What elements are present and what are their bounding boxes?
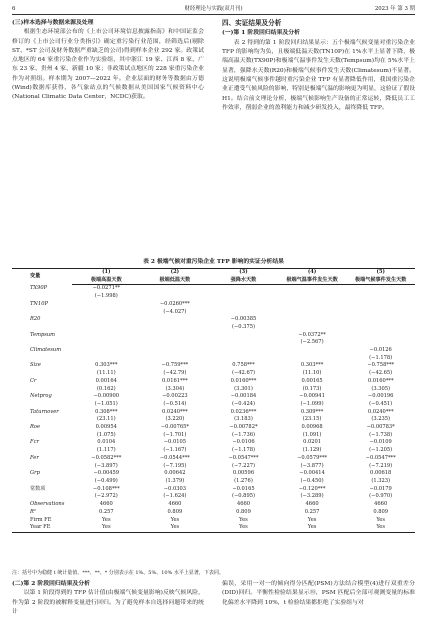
table-cell: −0.00765* <box>160 424 189 431</box>
table-cell: −0.0109 <box>369 439 392 446</box>
row-label: Observations <box>30 501 65 508</box>
table-row <box>12 447 415 455</box>
row-label <box>12 447 72 455</box>
table-header-col-3: (3) <box>209 269 278 277</box>
row-label <box>12 416 72 424</box>
table-cell: (−0.499) <box>94 477 118 484</box>
table-cell <box>278 285 347 293</box>
table-cell <box>278 301 347 309</box>
table-cell: (−42.67) <box>231 370 255 377</box>
section-heading-results: 四、实证结果及分析 <box>222 19 282 27</box>
table-cell: 0.00618 <box>370 470 392 477</box>
table-cell: 0.257 <box>304 508 320 515</box>
paragraph-stage2-continued: 偏误，采用一对一的倾向得分匹配(PSM)方法结合模型(4)进行双重差分(DID)回归。平衡性检验结果显示⑩，PSM 匹配后全部可观测变量的标准化偏差水平降到 10%，t 检验结果都拒绝了实验组与对 <box>222 581 415 606</box>
table-cell <box>346 339 415 347</box>
table-cell <box>72 339 141 347</box>
table-row <box>12 517 415 525</box>
table-row <box>12 309 415 317</box>
table-header-col-2: (2) <box>141 269 210 277</box>
table-cell: Yes <box>209 524 278 532</box>
table-cell: (1.129) <box>302 447 322 454</box>
table-cell: 0.00164 <box>95 377 117 384</box>
table-cell: 0.809 <box>373 508 389 515</box>
table-cell: (−1.178) <box>231 447 255 454</box>
row-label <box>12 493 72 501</box>
table-cell: −0.00385 <box>230 316 257 323</box>
table-cell: (23.15) <box>302 416 322 423</box>
row-label <box>12 324 72 332</box>
table-cell <box>209 355 278 363</box>
table-row <box>12 378 415 386</box>
table-cell: 4660 <box>99 501 113 508</box>
table-cell: −0.0303 <box>163 485 187 492</box>
table-cell <box>346 316 415 324</box>
table-cell: (−1.099) <box>300 400 324 407</box>
row-label: TN10P <box>30 300 48 307</box>
table-cell: Yes <box>72 524 141 532</box>
table-row <box>12 501 415 509</box>
table-row <box>12 416 415 424</box>
table-cell: −0.108*** <box>92 485 120 492</box>
table-header-name-2: 极端低温天数 <box>141 277 210 285</box>
table-cell: −0.00414 <box>299 470 325 477</box>
table-cell: (23.11) <box>96 416 116 423</box>
table-cell: −0.00782* <box>229 424 258 431</box>
table-cell: (3.183) <box>234 416 253 423</box>
table-cell: 0.303*** <box>95 362 118 369</box>
page-number: 6 <box>12 6 16 12</box>
table-cell: (−1.205) <box>369 447 393 454</box>
table-cell <box>72 324 141 332</box>
table-cell <box>72 309 141 317</box>
table-cell: (−4.027) <box>163 308 187 315</box>
table-row <box>12 486 415 494</box>
table-header-names <box>12 277 415 285</box>
table-cell <box>209 332 278 340</box>
issue-number: 2023 年 第 3 期 <box>374 6 415 12</box>
table-cell: (−3.897) <box>94 462 118 469</box>
table-cell: 0.00165 <box>301 377 323 384</box>
table-cell: (−1.736) <box>231 431 255 438</box>
table-cell: −0.0105 <box>163 439 187 446</box>
table-header-col-5: (5) <box>346 269 415 277</box>
table-row <box>12 332 415 340</box>
row-label: R20 <box>30 316 41 323</box>
table-cell: −0.0271** <box>92 285 121 292</box>
table-cell: 0.257 <box>98 508 114 515</box>
table-row <box>12 463 415 471</box>
table-cell: (−7.195) <box>163 462 187 469</box>
table-header-name-5: 极端气候事件发生天数 <box>346 277 415 285</box>
paragraph-stage2-start: 以第 1 阶段得到的 TFP 估计值(由极端气候变量影响)反映气候风险，作为第 2 阶段的被解释变量进行回归。为了避免样本自选择问题带来的统计 <box>12 590 204 615</box>
table-cell: (3.301) <box>234 385 253 392</box>
table-cell: (0.162) <box>96 385 116 392</box>
table-cell <box>141 347 210 355</box>
table-cell: 0.303*** <box>300 362 324 369</box>
table-cell: (−3.289) <box>300 493 324 500</box>
table-cell <box>72 347 141 355</box>
table-cell: Yes <box>101 516 111 523</box>
table-cell: (1.323) <box>371 477 391 484</box>
table-cell: Yes <box>346 524 415 532</box>
table-cell: −0.00196 <box>367 393 394 400</box>
table-cell: 0.0160*** <box>367 377 394 384</box>
table-cell: (0.173) <box>302 385 322 392</box>
table-cell <box>209 309 278 317</box>
table-cell: (−1.051) <box>94 400 118 407</box>
table-cell: 4660 <box>168 501 182 508</box>
table-cell <box>72 301 141 309</box>
table-cell <box>346 332 415 340</box>
table-cell: −0.0260*** <box>159 300 190 307</box>
table-row <box>12 370 415 378</box>
table-cell: (−0.424) <box>231 400 255 407</box>
table-cell <box>209 293 278 301</box>
right-column <box>222 19 415 113</box>
table-cell: (−1.178) <box>369 354 393 361</box>
table-cell: (−2.567) <box>300 339 324 346</box>
table-cell: −0.759*** <box>161 362 189 369</box>
table-cell <box>346 301 415 309</box>
table-row <box>12 393 415 401</box>
table-cell: 0.809 <box>167 508 183 515</box>
table-cell: (−0.375) <box>231 323 255 330</box>
table-row <box>12 339 415 347</box>
table-cell: Yes <box>278 524 347 532</box>
paragraph-stage1: 表 2 得到的第 1 阶段回归结果显示：五个极端气候变量对重污染企业 TFP 的影响均为负，且极端低温天数(TN10P)在 1%水平上显著下降，极端高温天数(TX90P)和极端气温事件发生天数(Tempsum)均在 5%水平上显著，强降水天数(R20)和极端气候事件发生天数(Climatesum)不显著。这说明极端气候事件越时重污染企业 TFP 有显著降低作用，我国重污染企业正遭受气候风险的影响，特别是极端气温的影响更为明显，这验证了假设 H1。结合前文理论分析，极端气候影响生产设备的正常运转，降低员工工作效率，削弱企业的盈利能力和减少研发投入，最终降低 TFP。 <box>222 39 415 111</box>
regression-table <box>12 268 415 533</box>
table-cell: (11.10) <box>302 370 322 377</box>
table-cell: (−0.970) <box>369 493 393 500</box>
table-row <box>12 470 415 478</box>
table-cell: (−2.972) <box>94 493 118 500</box>
row-label <box>12 432 72 440</box>
row-label <box>12 386 72 394</box>
table-cell: −0.00941 <box>299 393 325 400</box>
table-cell <box>209 285 278 293</box>
row-label: Cr <box>30 377 37 384</box>
row-label: R² <box>30 508 36 515</box>
table-cell <box>346 309 415 317</box>
table-row <box>12 386 415 394</box>
left-column <box>12 19 204 103</box>
table-cell <box>72 355 141 363</box>
table-cell: Yes <box>170 516 180 523</box>
table-body <box>12 285 415 533</box>
row-label: Size <box>30 362 41 369</box>
table-cell: (1.379) <box>165 477 185 484</box>
table-cell: 4660 <box>305 501 319 508</box>
table-header-variable: 变量 <box>12 269 72 285</box>
table-cell: 0.0201 <box>303 439 322 446</box>
table-cell: (−0.514) <box>163 400 187 407</box>
row-label: Netprog <box>30 393 52 400</box>
table-note: 注：括号中为稳健 t 统计量值，***、**、* 分别表示在 1%、5%、10% 水平上显著，下表同。 <box>12 570 224 576</box>
table-cell: −0.0179 <box>369 485 392 492</box>
table-cell: −0.0126 <box>369 347 392 354</box>
table-cell: (3.220) <box>165 416 185 423</box>
table-cell: (−1.701) <box>163 431 187 438</box>
table-cell: 0.0160*** <box>230 377 257 384</box>
row-label <box>12 478 72 486</box>
table-cell: 0.758*** <box>232 362 255 369</box>
row-label: Roe <box>30 424 41 431</box>
row-label: Climatesum <box>30 347 62 354</box>
table-cell: Yes <box>307 516 317 523</box>
table-cell: −0.00783* <box>366 424 395 431</box>
table-cell: 0.0104 <box>97 439 116 446</box>
table-cell: (−0.895) <box>231 493 255 500</box>
table-cell <box>209 301 278 309</box>
table-cell: −0.00900 <box>93 393 120 400</box>
table-cell: (1.075) <box>96 431 116 438</box>
table-cell: −0.0582*** <box>91 454 122 461</box>
table-cell <box>72 332 141 340</box>
row-label: Tempsum <box>30 331 56 338</box>
row-label <box>12 293 72 301</box>
table-cell: 0.308*** <box>95 408 118 415</box>
table-cell: 0.00968 <box>301 424 323 431</box>
table-header-numbers <box>12 269 415 277</box>
row-label: Taturnover <box>30 408 59 415</box>
table-cell <box>278 316 347 324</box>
row-label: TX90P <box>30 285 48 292</box>
table-cell <box>72 316 141 324</box>
table-cell: −0.00223 <box>162 393 188 400</box>
journal-title: 财经理论与实践(双月刊) <box>184 6 243 12</box>
row-label: 常数项 <box>30 485 46 492</box>
table-cell: −0.758*** <box>367 362 395 369</box>
table-cell: Yes <box>376 516 385 523</box>
table-cell <box>141 332 210 340</box>
table-cell: (−1.998) <box>94 293 118 300</box>
row-label <box>12 355 72 363</box>
row-label: Fcr <box>30 439 39 446</box>
table-cell <box>346 324 415 332</box>
table-cell <box>141 285 210 293</box>
table-cell <box>141 324 210 332</box>
table-cell: (−1.624) <box>163 493 187 500</box>
table-cell: 0.00596 <box>232 470 255 477</box>
table-cell: −0.0579*** <box>297 454 328 461</box>
table-cell: (3.305) <box>371 385 391 392</box>
table-header-col-1: (1) <box>72 269 141 277</box>
table-cell: 0.0240*** <box>162 408 188 415</box>
table-cell: (−7.227) <box>231 462 255 469</box>
row-label <box>12 309 72 317</box>
table-cell: (3.235) <box>371 416 391 423</box>
table-cell: (1.276) <box>234 477 253 484</box>
table-cell: (−1.167) <box>163 447 187 454</box>
table-row <box>12 524 415 532</box>
table-cell <box>346 293 415 301</box>
table-cell: (−7.219) <box>369 462 393 469</box>
table-row <box>12 432 415 440</box>
table-cell <box>141 316 210 324</box>
table-cell <box>278 347 347 355</box>
table-cell: −0.0106 <box>232 439 255 446</box>
table-row <box>12 324 415 332</box>
table-title: 表 2 极端气候对重污染企业 TFP 影响的实证分析结果 <box>143 259 284 265</box>
table-header-name-4: 极端气温事件发生天数 <box>278 277 347 285</box>
table-cell <box>141 339 210 347</box>
table-cell: 0.0161*** <box>162 377 188 384</box>
table-row <box>12 347 415 355</box>
table-row <box>12 509 415 517</box>
table-row <box>12 285 415 293</box>
table-cell <box>278 293 347 301</box>
table-cell: (3.304) <box>165 385 185 392</box>
table-cell: (1.091) <box>302 431 322 438</box>
bottom-left-column <box>12 580 204 617</box>
row-label <box>12 401 72 409</box>
table-cell <box>209 347 278 355</box>
table-cell: −0.0547*** <box>228 454 259 461</box>
table-cell: 4660 <box>236 501 251 508</box>
table-cell: (−1.738) <box>369 431 393 438</box>
section-heading-sample: (三)样本选择与数据来源及处理 <box>12 20 94 26</box>
table-cell: −0.0165 <box>232 485 255 492</box>
table-cell <box>209 339 278 347</box>
table-cell: 0.809 <box>236 508 251 515</box>
table-cell <box>278 324 347 332</box>
table-row <box>12 301 415 309</box>
table-row <box>12 424 415 432</box>
table-row <box>12 293 415 301</box>
table-cell: −0.00459 <box>93 470 120 477</box>
subsection-heading-stage2: (二)第 2 阶段回归结果及分析 <box>12 581 90 587</box>
table-cell: −0.0547*** <box>365 454 396 461</box>
bottom-right-column <box>222 580 415 608</box>
table-cell: 0.0236*** <box>230 408 257 415</box>
table-cell: (1.117) <box>96 447 116 454</box>
table-cell: (−0.451) <box>369 400 393 407</box>
table-cell: 0.00642 <box>164 470 186 477</box>
table-row <box>12 493 415 501</box>
table-cell: 0.00954 <box>95 424 117 431</box>
table-cell: (11.11) <box>96 370 116 377</box>
table-row <box>12 478 415 486</box>
table-header-name-1: 极端高温天数 <box>72 277 141 285</box>
paragraph-sample: 根据生态环境部公布的《上市公司环境信息披露指南》和中国证监会修订的《上市公司行业分类指引》确定重污染行业范围，经筛选后(剔除 ST、*ST 公司及财务数据严重缺乏的公司)得到样本企业 292 家。政策试点地区的 64 家重污染企业作为实验组，其中浙江 19 家、江西 8 家、广东 23 家、贵州 4 家、新疆 10 家；非政策试点地区的 228 家重污染企业作为对照组。样本期为 2007—2022 年。企业层面的财务等数据由万德(Wind)数据库获得，各气象站点的气候数据从美国国家气候资料中心(National Climatic Data Center，NCDC)获取。 <box>12 29 204 101</box>
table-row <box>12 362 415 370</box>
table-cell <box>278 355 347 363</box>
table-cell <box>141 293 210 301</box>
table-cell: Yes <box>141 524 210 532</box>
table-header-col-4: (4) <box>278 269 347 277</box>
row-label: Fer <box>30 454 39 461</box>
table-row <box>12 439 415 447</box>
table-cell: −0.0544*** <box>159 454 190 461</box>
table-cell: 4660 <box>374 501 388 508</box>
table-cell: (−42.65) <box>369 370 393 377</box>
table-cell: (−3.877) <box>300 462 324 469</box>
table-cell: 0.0240*** <box>367 408 394 415</box>
row-label: Year FE <box>12 524 72 532</box>
table-row <box>12 401 415 409</box>
table-cell <box>278 309 347 317</box>
table-row <box>12 355 415 363</box>
table-cell: (−42.79) <box>163 370 187 377</box>
table-cell: (−0.450) <box>300 477 324 484</box>
table-header-name-3: 强降水天数 <box>209 277 278 285</box>
row-label <box>12 463 72 471</box>
row-label: Grp <box>30 470 40 477</box>
row-label <box>12 370 72 378</box>
table-cell: −0.0372** <box>298 331 326 338</box>
table-cell: Yes <box>239 516 248 523</box>
table-row <box>12 455 415 463</box>
subsection-heading-stage1: (一)第 1 阶段回归结果及分析 <box>222 30 300 37</box>
table-row <box>12 409 415 417</box>
table-cell: −0.00184 <box>230 393 257 400</box>
table-row <box>12 316 415 324</box>
row-label <box>12 339 72 347</box>
table-cell <box>346 285 415 293</box>
table-cell <box>141 355 210 363</box>
row-label: Firm FE <box>30 516 52 523</box>
running-header <box>12 4 415 15</box>
table-cell: 0.309*** <box>300 408 324 415</box>
table-cell: −0.120*** <box>298 485 326 492</box>
